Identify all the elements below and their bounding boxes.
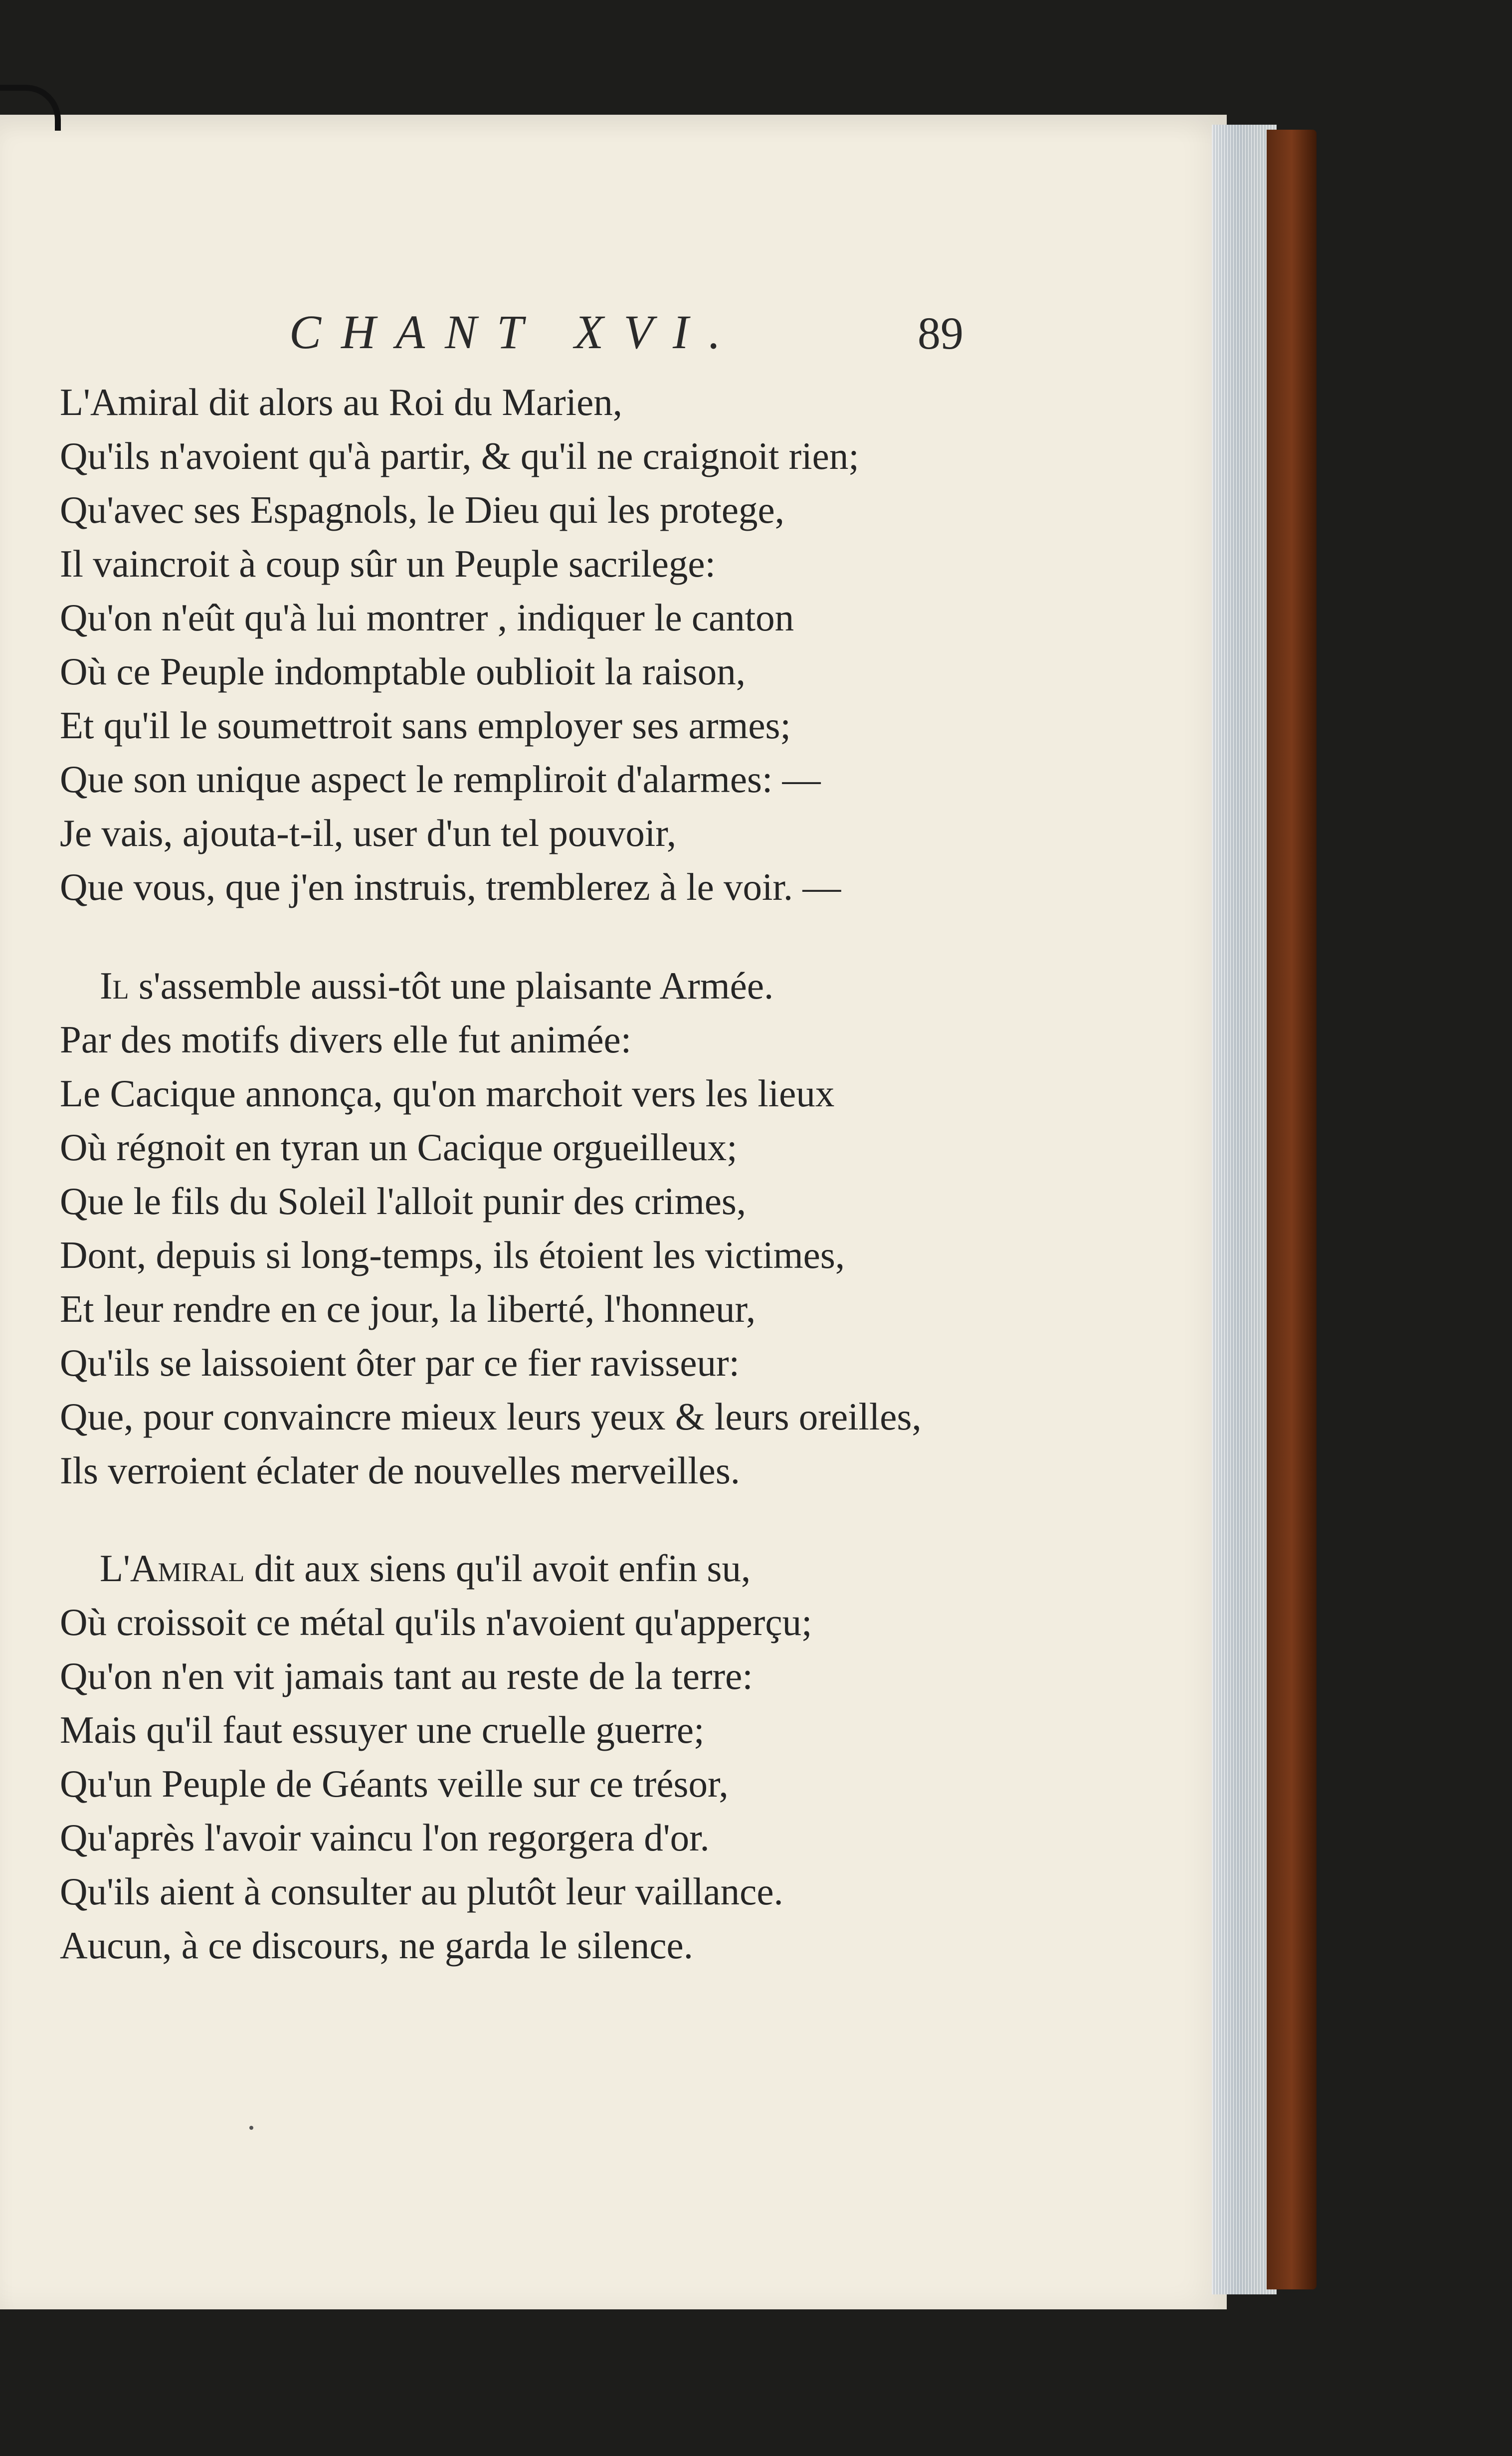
verse-line: Où régnoit en tyran un Cacique orgueilleux; [60,1126,738,1169]
verse-line: Que le fils du Soleil l'alloit punir des crimes, [60,1180,747,1223]
verse-line [60,1541,1007,1595]
stanza-2 [60,959,1007,1497]
chapter-title: CHANT XVI. [289,305,741,359]
verse-line: Qu'un Peuple de Géants veille sur ce trésor, [60,1762,729,1805]
stanza-3 [60,1541,1007,1972]
verse-text: dit aux siens qu'il avoit enfin su, [244,1547,751,1590]
stanza-lead: L'Amiral [100,1547,245,1590]
verse-line: L'Amiral dit alors au Roi du Marien, [60,381,623,423]
verse-line: Que vous, que j'en instruis, tremblerez à le voir. — [60,865,841,908]
page-number: 89 [918,308,963,359]
verse-line: Qu'ils se laissoient ôter par ce fier ravisseur: [60,1341,740,1384]
ink-speck [249,2126,253,2130]
verse-line: Qu'après l'avoir vaincu l'on regorgera d'or. [60,1816,710,1859]
verse-line: Dont, depuis si long-temps, ils étoient les victimes, [60,1233,845,1276]
verse-line: Mais qu'il faut essuyer une cruelle guerre; [60,1708,705,1751]
verse-line: Qu'ils aient à consulter au plutôt leur vaillance. [60,1870,783,1913]
verse-line: Où ce Peuple indomptable oublioit la raison, [60,650,746,693]
verse-line: Il vaincroit à coup sûr un Peuple sacrilege: [60,542,716,585]
verse-line: Que son unique aspect le rempliroit d'alarmes: — [60,758,821,801]
verse-line: Et leur rendre en ce jour, la liberté, l'honneur, [60,1287,756,1330]
verse-line: Qu'ils n'avoient qu'à partir, & qu'il ne craignoit rien; [60,434,859,477]
verse-line: Le Cacique annonça, qu'on marchoit vers les lieux [60,1072,835,1115]
verse-line [60,959,1007,1013]
verse-text: s'assemble aussi-tôt une plaisante Armée. [129,964,774,1007]
verse-line: Aucun, à ce discours, ne garda le silence. [60,1924,693,1967]
ribbon-marker [0,85,61,131]
running-head [289,304,987,364]
book-cover-spine [1267,130,1317,2289]
verse-line: Qu'on n'eût qu'à lui montrer , indiquer le canton [60,596,794,639]
verse-line: Que, pour convaincre mieux leurs yeux & leurs oreilles, [60,1395,922,1438]
verse-line: Par des motifs divers elle fut animée: [60,1018,632,1061]
verse-line: Où croissoit ce métal qu'ils n'avoient qu'apperçu; [60,1601,812,1643]
verse-line: Qu'avec ses Espagnols, le Dieu qui les protege, [60,488,784,531]
stanza-1 [60,375,1007,914]
verse-line: Je vais, ajouta-t-il, user d'un tel pouvoir, [60,812,677,854]
verse-line: Ils verroient éclater de nouvelles merveilles. [60,1449,741,1492]
verse-line: Et qu'il le soumettroit sans employer ses armes; [60,704,791,747]
stanza-lead: Il [100,964,129,1007]
verse-line: Qu'on n'en vit jamais tant au reste de la terre: [60,1654,753,1697]
